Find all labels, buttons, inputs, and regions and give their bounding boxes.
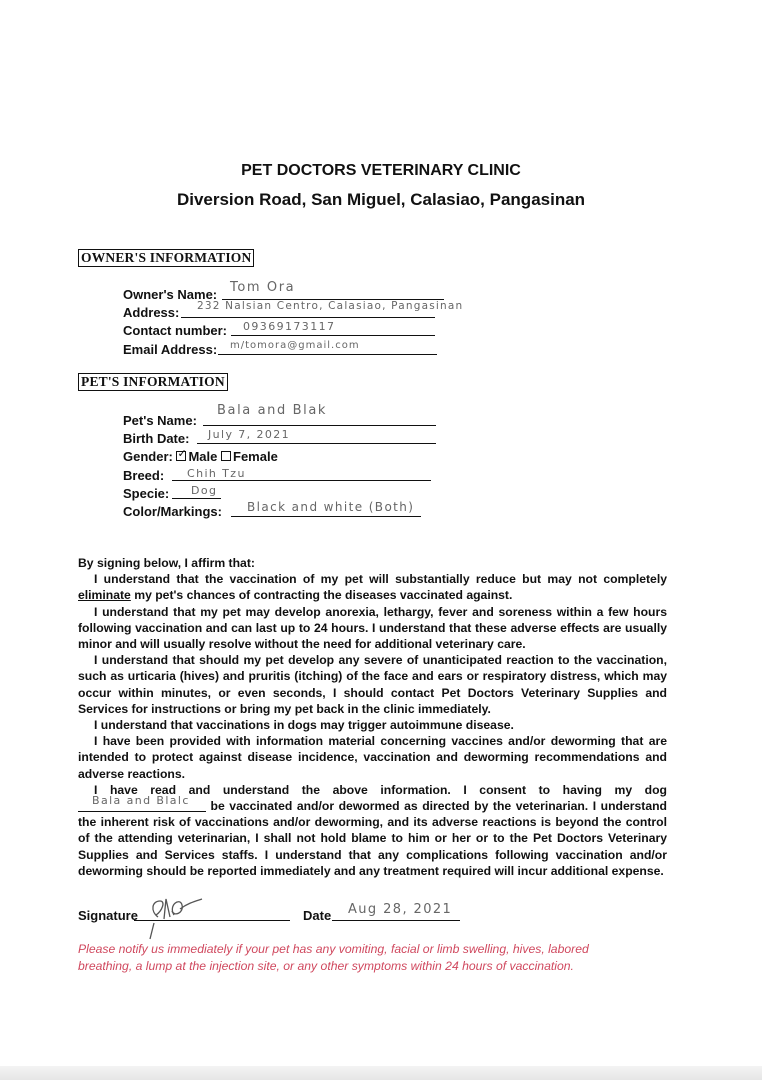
consent-paragraph-2: I understand that my pet may develop anorexia, lethargy, fever and soreness within a few hours following vaccination and can last up to 24 hours. I understand that these adverse effects are usually minor and will usually resolve without the need for additional veterinary care. — [78, 604, 667, 652]
consent-text — [78, 555, 667, 879]
specie-value: Dog — [191, 484, 218, 497]
consent-p1-underlined: eliminate — [78, 588, 131, 603]
consent-paragraph-3: I understand that should my pet develop any severe of unanticipated reaction to the vaccination, such as urticaria (hives) and pruritis (itching) of the face and ears or respiratory distress, which may occur within minutes, or even seconds, I should contact Pet Doctors Veterinary Supplies and Services for instructions or bring my pet back in the clinic immediately. — [78, 653, 667, 716]
contact-line — [231, 335, 435, 336]
gender-male-checkbox[interactable] — [176, 448, 187, 461]
gender-row — [123, 449, 278, 464]
address-line — [181, 317, 435, 318]
check-mark-icon: ✓ — [177, 448, 187, 460]
address-value: 232 Nalsian Centro, Calasiao, Pangasinan — [197, 300, 464, 312]
consent-paragraph-1 — [78, 571, 667, 603]
clinic-name: PET DOCTORS VETERINARY CLINIC — [241, 162, 521, 179]
breed-value: Chih Tzu — [187, 467, 246, 480]
owner-name-value: Tom Ora — [230, 280, 296, 295]
consent-paragraph-4: I understand that vaccinations in dogs may trigger autoimmune disease. — [94, 718, 514, 733]
color-line — [231, 516, 421, 517]
gender-female-label: Female — [233, 449, 278, 464]
consent-p6-text-end: be vaccinated and/or dewormed as directed by the veterinarian. I understand the inherent risk of vaccinations and/or deworming, and its adverse reactions is beyond the control of the attending veterinarian, I shall not hold blame to him or her or to the Pet Doctors Veterinary Supplies and Services staffs. I understand that any complications following vaccination and/or deworming should be reported immediately and any treatment required will incur additional expense. — [78, 799, 667, 878]
consent-pet-line — [78, 794, 206, 812]
pet-name-label: Pet's Name: — [123, 413, 197, 428]
consent-p1-text-end: my pet's chances of contracting the diseases vaccinated against. — [130, 588, 513, 603]
clinic-address: Diversion Road, San Miguel, Calasiao, Pangasinan — [176, 190, 586, 209]
birth-date-value: July 7, 2021 — [208, 428, 291, 441]
email-label: Email Address: — [123, 342, 218, 357]
gender-label: Gender: — [123, 449, 173, 464]
owner-name-label: Owner's Name: — [123, 287, 218, 302]
signature-label: Signature — [78, 908, 138, 923]
email-line — [218, 354, 437, 355]
date-label: Date — [303, 908, 332, 923]
gender-female-checkbox[interactable] — [221, 451, 231, 461]
consent-p6-text: I have read and understand the above information. I consent to having my dog — [94, 782, 667, 797]
notice-text: Please notify us immediately if your pet has any vomiting, facial or limb swelling, hives, labored breathing, a lump at the injection site, or any other symptoms within 24 hours of vaccination. — [78, 942, 589, 973]
breed-label: Breed: — [123, 468, 165, 483]
signature-mark — [144, 893, 208, 943]
pet-name-value: Bala and Blak — [217, 403, 328, 418]
pet-name-line — [203, 425, 436, 426]
page-edge — [0, 1066, 762, 1080]
specie-line — [172, 498, 221, 499]
color-label: Color/Markings: — [123, 504, 222, 519]
color-value: Black and white (Both) — [247, 500, 415, 514]
date-line — [332, 920, 460, 921]
birth-date-line — [197, 443, 436, 444]
consent-paragraph-5: I have been provided with information material concerning vaccines and/or deworming that are intended to protect against disease incidence, vaccination and deworming recommendations and adverse reactions. — [78, 734, 667, 781]
breed-line — [172, 480, 431, 481]
address-label: Address: — [123, 305, 180, 320]
owner-section-heading: OWNER'S INFORMATION — [78, 249, 254, 267]
consent-intro: By signing below, I affirm that: — [78, 556, 255, 570]
birth-date-label: Birth Date: — [123, 431, 190, 446]
contact-label: Contact number: — [123, 323, 227, 338]
gender-male-label: Male — [188, 449, 218, 464]
pet-section-heading: PET'S INFORMATION — [78, 373, 228, 391]
consent-pet-value: Bala and Blalc — [92, 794, 190, 808]
consent-paragraph-6 — [78, 782, 667, 879]
date-value: Aug 28, 2021 — [348, 902, 453, 917]
contact-value: 09369173117 — [243, 320, 336, 333]
email-value: m/tomora@gmail.com — [230, 340, 360, 351]
specie-label: Specie: — [123, 486, 170, 501]
consent-p1-text: I understand that the vaccination of my pet will substantially reduce but may not completely — [94, 572, 667, 587]
